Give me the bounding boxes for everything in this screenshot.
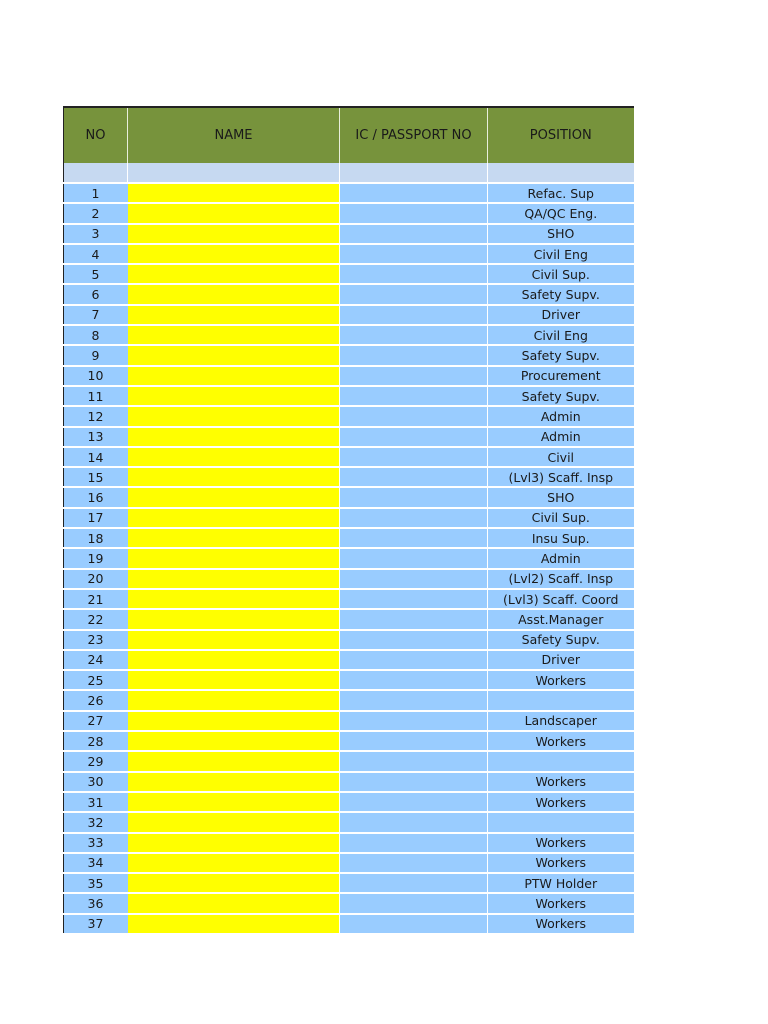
cell-position[interactable]: Civil [488,447,634,467]
cell-position[interactable]: Insu Sup. [488,528,634,548]
table-row [64,569,634,589]
cell-no[interactable]: 14 [64,447,128,467]
cell-position[interactable] [488,812,634,832]
cell-no[interactable]: 23 [64,630,128,650]
table-row [64,690,634,710]
cell-ic-passport[interactable] [340,386,488,406]
table-row [64,914,634,934]
cell-position[interactable]: Civil Eng [488,325,634,345]
cell-name[interactable] [128,751,340,771]
header-ic-passport[interactable]: IC / PASSPORT NO [340,107,488,163]
cell-ic-passport[interactable] [340,203,488,223]
cell-position[interactable]: Workers [488,833,634,853]
cell-position[interactable]: Refac. Sup [488,183,634,203]
cell-name[interactable] [128,406,340,426]
cell-ic-passport[interactable] [340,264,488,284]
cell-ic-passport[interactable] [340,487,488,507]
cell-ic-passport[interactable] [340,345,488,365]
cell-name[interactable] [128,731,340,751]
empty-cell[interactable] [128,163,340,183]
cell-name[interactable] [128,345,340,365]
cell-ic-passport[interactable] [340,630,488,650]
cell-ic-passport[interactable] [340,893,488,913]
cell-ic-passport[interactable] [340,447,488,467]
header-position[interactable]: POSITION [488,107,634,163]
cell-name[interactable] [128,264,340,284]
cell-ic-passport[interactable] [340,609,488,629]
table-row [64,873,634,893]
table-row [64,812,634,832]
table-row [64,609,634,629]
cell-no[interactable]: 9 [64,345,128,365]
cell-ic-passport[interactable] [340,690,488,710]
cell-no[interactable]: 8 [64,325,128,345]
table-row [64,731,634,751]
cell-name[interactable] [128,650,340,670]
cell-ic-passport[interactable] [340,427,488,447]
cell-ic-passport[interactable] [340,833,488,853]
cell-position[interactable]: Civil Sup. [488,508,634,528]
table-row [64,366,634,386]
cell-ic-passport[interactable] [340,751,488,771]
table-row [64,406,634,426]
table-header [64,107,634,163]
cell-position[interactable]: Admin [488,548,634,568]
cell-position[interactable]: (Lvl3) Scaff. Coord [488,589,634,609]
header-row [64,107,634,163]
cell-name[interactable] [128,873,340,893]
cell-ic-passport[interactable] [340,224,488,244]
cell-name[interactable] [128,467,340,487]
cell-position[interactable]: QA/QC Eng. [488,203,634,223]
cell-position[interactable]: PTW Holder [488,873,634,893]
cell-name[interactable] [128,833,340,853]
cell-name[interactable] [128,609,340,629]
table-row [64,264,634,284]
cell-position[interactable]: Workers [488,792,634,812]
table-row [64,427,634,447]
table-row [64,711,634,731]
cell-name[interactable] [128,589,340,609]
cell-ic-passport[interactable] [340,325,488,345]
table-row [64,751,634,771]
cell-position[interactable]: Workers [488,853,634,873]
cell-position[interactable]: Workers [488,914,634,934]
table-row [64,203,634,223]
cell-no[interactable]: 10 [64,366,128,386]
cell-no[interactable]: 30 [64,772,128,792]
cell-name[interactable] [128,447,340,467]
cell-no[interactable]: 15 [64,467,128,487]
cell-no[interactable]: 21 [64,589,128,609]
cell-position[interactable]: Driver [488,650,634,670]
cell-name[interactable] [128,569,340,589]
cell-no[interactable]: 33 [64,833,128,853]
cell-ic-passport[interactable] [340,812,488,832]
cell-ic-passport[interactable] [340,731,488,751]
cell-name[interactable] [128,508,340,528]
table-row [64,325,634,345]
table-row [64,853,634,873]
cell-ic-passport[interactable] [340,914,488,934]
staff-table [63,106,634,935]
cell-name[interactable] [128,772,340,792]
cell-name[interactable] [128,366,340,386]
cell-ic-passport[interactable] [340,183,488,203]
cell-no[interactable]: 13 [64,427,128,447]
cell-name[interactable] [128,690,340,710]
cell-name[interactable] [128,853,340,873]
cell-position[interactable]: (Lvl2) Scaff. Insp [488,569,634,589]
cell-name[interactable] [128,792,340,812]
cell-name[interactable] [128,284,340,304]
cell-position[interactable]: Admin [488,427,634,447]
cell-name[interactable] [128,670,340,690]
cell-no[interactable]: 5 [64,264,128,284]
cell-ic-passport[interactable] [340,366,488,386]
empty-cell[interactable] [488,163,634,183]
cell-no[interactable]: 32 [64,812,128,832]
cell-name[interactable] [128,386,340,406]
cell-position[interactable]: (Lvl3) Scaff. Insp [488,467,634,487]
cell-no[interactable]: 19 [64,548,128,568]
spacer-row [64,163,634,183]
cell-name[interactable] [128,183,340,203]
cell-name[interactable] [128,224,340,244]
cell-no[interactable]: 34 [64,853,128,873]
cell-no[interactable]: 1 [64,183,128,203]
cell-no[interactable]: 28 [64,731,128,751]
cell-ic-passport[interactable] [340,792,488,812]
cell-position[interactable]: SHO [488,224,634,244]
cell-position[interactable]: Safety Supv. [488,345,634,365]
cell-name[interactable] [128,630,340,650]
cell-name[interactable] [128,914,340,934]
table-row [64,345,634,365]
cell-ic-passport[interactable] [340,467,488,487]
table-row [64,508,634,528]
table-row [64,630,634,650]
table-row [64,893,634,913]
table-row [64,447,634,467]
table-body [64,163,634,934]
header-no[interactable]: NO [64,107,128,163]
cell-position[interactable]: Civil Sup. [488,264,634,284]
table-row [64,487,634,507]
cell-position[interactable] [488,690,634,710]
cell-position[interactable]: Workers [488,772,634,792]
cell-ic-passport[interactable] [340,873,488,893]
table-row [64,224,634,244]
cell-name[interactable] [128,325,340,345]
cell-no[interactable]: 26 [64,690,128,710]
cell-ic-passport[interactable] [340,305,488,325]
cell-name[interactable] [128,893,340,913]
cell-name[interactable] [128,711,340,731]
table-row [64,183,634,203]
cell-no[interactable]: 25 [64,670,128,690]
cell-no[interactable]: 17 [64,508,128,528]
table-row [64,386,634,406]
cell-no[interactable]: 7 [64,305,128,325]
cell-position[interactable]: SHO [488,487,634,507]
cell-name[interactable] [128,427,340,447]
cell-ic-passport[interactable] [340,853,488,873]
cell-position[interactable]: Landscaper [488,711,634,731]
table-row [64,589,634,609]
cell-no[interactable]: 29 [64,751,128,771]
cell-position[interactable]: Asst.Manager [488,609,634,629]
cell-no[interactable]: 11 [64,386,128,406]
cell-ic-passport[interactable] [340,508,488,528]
table-row [64,833,634,853]
cell-name[interactable] [128,305,340,325]
table-row [64,244,634,264]
table-row [64,284,634,304]
table-row [64,650,634,670]
table-row [64,467,634,487]
table-row [64,792,634,812]
cell-position[interactable]: Procurement [488,366,634,386]
cell-position[interactable]: Workers [488,731,634,751]
cell-no[interactable]: 24 [64,650,128,670]
table-row [64,670,634,690]
cell-no[interactable]: 35 [64,873,128,893]
table-row [64,305,634,325]
cell-name[interactable] [128,548,340,568]
table-row [64,548,634,568]
cell-ic-passport[interactable] [340,650,488,670]
table-row [64,772,634,792]
cell-position[interactable] [488,751,634,771]
cell-name[interactable] [128,812,340,832]
cell-ic-passport[interactable] [340,548,488,568]
cell-name[interactable] [128,528,340,548]
cell-no[interactable]: 2 [64,203,128,223]
spreadsheet-sheet [63,106,633,935]
cell-ic-passport[interactable] [340,528,488,548]
cell-position[interactable]: Driver [488,305,634,325]
cell-ic-passport[interactable] [340,589,488,609]
cell-no[interactable]: 16 [64,487,128,507]
cell-name[interactable] [128,487,340,507]
cell-position[interactable]: Safety Supv. [488,630,634,650]
cell-no[interactable]: 18 [64,528,128,548]
empty-cell[interactable] [64,163,128,183]
table-row [64,528,634,548]
cell-ic-passport[interactable] [340,772,488,792]
cell-position[interactable]: Safety Supv. [488,284,634,304]
empty-cell[interactable] [340,163,488,183]
cell-no[interactable]: 36 [64,893,128,913]
cell-ic-passport[interactable] [340,406,488,426]
cell-no[interactable]: 37 [64,914,128,934]
cell-position[interactable]: Workers [488,893,634,913]
cell-ic-passport[interactable] [340,244,488,264]
header-name[interactable]: NAME [128,107,340,163]
cell-no[interactable]: 4 [64,244,128,264]
cell-no[interactable]: 6 [64,284,128,304]
cell-name[interactable] [128,203,340,223]
cell-ic-passport[interactable] [340,569,488,589]
cell-no[interactable]: 22 [64,609,128,629]
cell-position[interactable]: Workers [488,670,634,690]
cell-no[interactable]: 31 [64,792,128,812]
cell-no[interactable]: 3 [64,224,128,244]
cell-position[interactable]: Civil Eng [488,244,634,264]
cell-position[interactable]: Admin [488,406,634,426]
cell-position[interactable]: Safety Supv. [488,386,634,406]
cell-no[interactable]: 20 [64,569,128,589]
cell-ic-passport[interactable] [340,670,488,690]
cell-no[interactable]: 27 [64,711,128,731]
cell-ic-passport[interactable] [340,711,488,731]
cell-name[interactable] [128,244,340,264]
cell-no[interactable]: 12 [64,406,128,426]
cell-ic-passport[interactable] [340,284,488,304]
